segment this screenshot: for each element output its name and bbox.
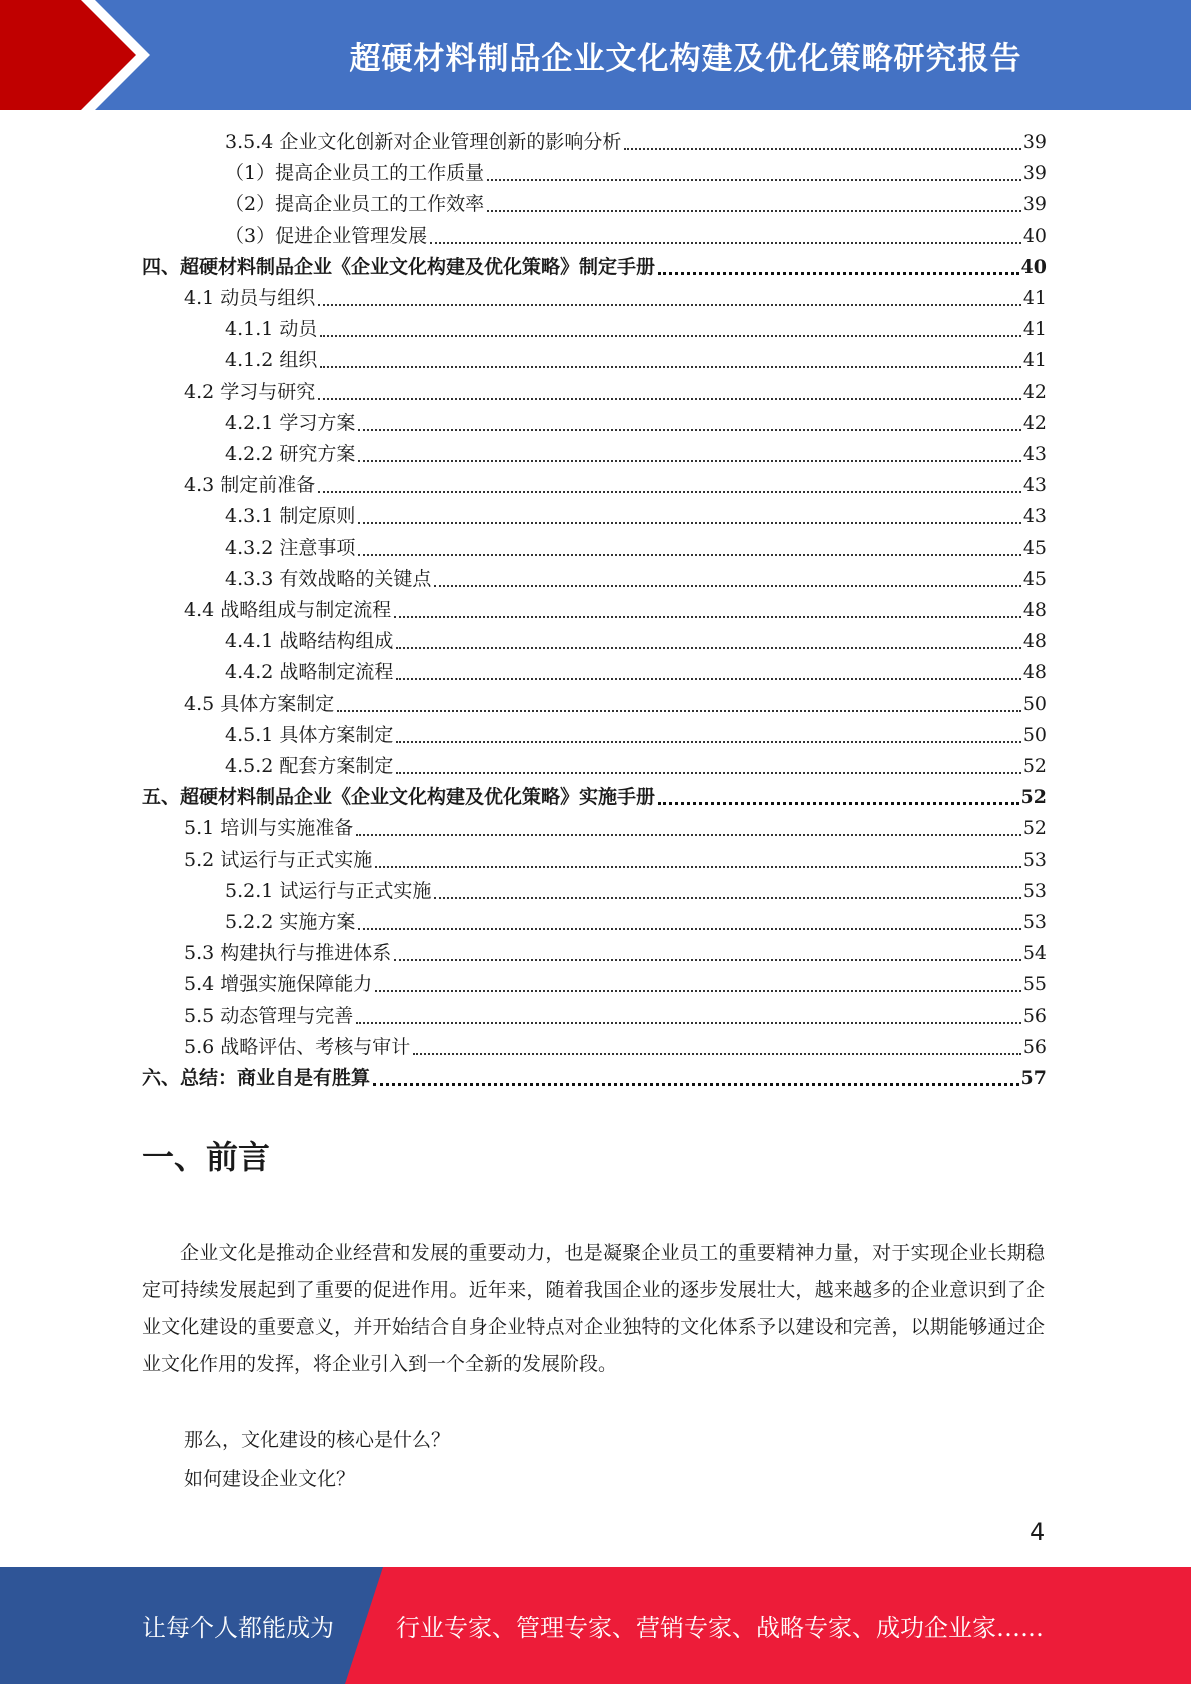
page-number: 4 bbox=[1030, 1518, 1046, 1546]
toc-entry-page: 55 bbox=[1022, 973, 1047, 996]
toc-dot-leader bbox=[487, 210, 1021, 212]
toc-entry-label: 4.2.1 学习方案 bbox=[225, 411, 356, 434]
toc-entry-page: 45 bbox=[1022, 536, 1047, 559]
toc-entry[interactable] bbox=[142, 1063, 1047, 1094]
toc-entry[interactable] bbox=[184, 938, 1047, 969]
toc-entry-page: 45 bbox=[1022, 567, 1047, 590]
toc-entry-label: 3.5.4 企业文化创新对企业管理创新的影响分析 bbox=[225, 131, 622, 153]
toc-entry-page: 52 bbox=[1020, 786, 1047, 809]
toc-entry-label: 5.6 战略评估、考核与审计 bbox=[184, 1035, 411, 1058]
toc-entry-label: 4.1 动员与组织 bbox=[184, 287, 316, 309]
toc-entry-page: 43 bbox=[1022, 505, 1047, 528]
toc-entry-label: 4.3.2 注意事项 bbox=[225, 536, 356, 559]
toc-entry-page: 42 bbox=[1022, 380, 1047, 403]
toc-entry[interactable] bbox=[184, 377, 1047, 408]
toc-entry[interactable] bbox=[225, 876, 1047, 907]
toc-dot-leader bbox=[320, 335, 1020, 337]
toc-entry-page: 43 bbox=[1022, 474, 1047, 497]
toc-entry-page: 54 bbox=[1022, 942, 1047, 965]
toc-entry[interactable] bbox=[225, 907, 1047, 938]
toc-dot-leader bbox=[434, 897, 1020, 899]
toc-entry-page: 40 bbox=[1022, 224, 1047, 247]
toc-entry-page: 39 bbox=[1022, 193, 1047, 216]
toc-entry[interactable] bbox=[225, 626, 1047, 657]
toc-entry-label: 4.2.2 研究方案 bbox=[225, 443, 356, 465]
toc-entry-label: 4.3 制定前准备 bbox=[184, 474, 316, 497]
toc-dot-leader bbox=[358, 460, 1020, 462]
toc-dot-leader bbox=[375, 866, 1021, 868]
toc-dot-leader bbox=[318, 304, 1021, 306]
toc-entry-page: 41 bbox=[1022, 287, 1047, 309]
toc-entry-page: 50 bbox=[1022, 723, 1047, 746]
toc-entry[interactable] bbox=[225, 408, 1047, 439]
toc-entry-page: 56 bbox=[1022, 1004, 1047, 1027]
toc-entry[interactable] bbox=[225, 657, 1047, 688]
toc-entry[interactable] bbox=[184, 813, 1047, 844]
toc-dot-leader bbox=[396, 772, 1020, 774]
toc-entry-page: 41 bbox=[1022, 349, 1047, 372]
toc-entry-label: 4.4 战略组成与制定流程 bbox=[184, 599, 392, 621]
toc-dot-leader bbox=[658, 272, 1019, 275]
toc-dot-leader bbox=[337, 710, 1021, 712]
toc-entry-label: 4.4.1 战略结构组成 bbox=[225, 630, 394, 653]
toc-dot-leader bbox=[487, 179, 1021, 181]
toc-entry-label: （3）促进企业管理发展 bbox=[225, 224, 428, 247]
toc-entry-label: 5.4 增强实施保障能力 bbox=[184, 973, 373, 996]
toc-entry-label: 5.2 试运行与正式实施 bbox=[184, 848, 373, 871]
toc-dot-leader bbox=[358, 429, 1020, 431]
toc-entry-label: 5.5 动态管理与完善 bbox=[184, 1004, 354, 1027]
toc-entry[interactable] bbox=[142, 782, 1047, 813]
toc-entry-label: 4.1.1 动员 bbox=[225, 318, 318, 341]
toc-entry-page: 56 bbox=[1022, 1035, 1047, 1058]
toc-entry-label: 4.2 学习与研究 bbox=[184, 380, 316, 403]
toc-dot-leader bbox=[356, 1022, 1021, 1024]
toc-entry[interactable] bbox=[225, 314, 1047, 345]
toc-entry[interactable] bbox=[225, 189, 1047, 220]
toc-entry[interactable] bbox=[142, 252, 1047, 283]
toc-entry[interactable] bbox=[184, 969, 1047, 1000]
toc-dot-leader bbox=[434, 585, 1020, 587]
question-line: 那么，文化建设的核心是什么？ bbox=[184, 1429, 451, 1451]
toc-entry[interactable] bbox=[225, 564, 1047, 595]
toc-entry[interactable] bbox=[225, 720, 1047, 751]
toc-entry-page: 40 bbox=[1020, 255, 1047, 278]
toc-entry-page: 42 bbox=[1022, 411, 1047, 434]
toc-entry-label: 五、超硬材料制品企业《企业文化构建及优化策略》实施手册 bbox=[142, 786, 656, 809]
toc-dot-leader bbox=[658, 802, 1019, 805]
toc-entry-label: 5.2.1 试运行与正式实施 bbox=[225, 879, 432, 902]
toc-dot-leader bbox=[394, 959, 1021, 961]
toc-entry-page: 53 bbox=[1022, 848, 1047, 871]
toc-entry-label: （2）提高企业员工的工作效率 bbox=[225, 193, 485, 216]
toc-dot-leader bbox=[396, 741, 1020, 743]
toc-entry-label: 4.5 具体方案制定 bbox=[184, 692, 335, 715]
page-header-band bbox=[0, 0, 1191, 110]
toc-entry-label: （1）提高企业员工的工作质量 bbox=[225, 162, 485, 185]
toc-entry-page: 43 bbox=[1022, 443, 1047, 465]
toc-entry[interactable] bbox=[225, 221, 1047, 252]
toc-dot-leader bbox=[358, 522, 1020, 524]
toc-entry[interactable] bbox=[225, 439, 1047, 470]
toc-entry[interactable] bbox=[184, 1001, 1047, 1032]
toc-entry-page: 53 bbox=[1022, 911, 1047, 933]
toc-dot-leader bbox=[356, 834, 1021, 836]
toc-dot-leader bbox=[358, 554, 1020, 556]
toc-entry-label: 4.3.1 制定原则 bbox=[225, 505, 356, 528]
toc-entry[interactable] bbox=[225, 751, 1047, 782]
toc-entry-label: 4.3.3 有效战略的关键点 bbox=[225, 567, 432, 590]
toc-dot-leader bbox=[624, 148, 1020, 150]
toc-dot-leader bbox=[358, 928, 1020, 930]
section-heading: 一、前言 bbox=[142, 1138, 271, 1176]
toc-entry-label: 六、总结：商业自是有胜算 bbox=[142, 1067, 371, 1089]
toc-entry[interactable] bbox=[184, 283, 1047, 314]
toc-entry-page: 41 bbox=[1022, 318, 1047, 341]
header-chevron-icon bbox=[0, 0, 136, 110]
toc-entry[interactable] bbox=[184, 845, 1047, 876]
toc-entry[interactable] bbox=[184, 689, 1047, 720]
toc-entry-label: 4.1.2 组织 bbox=[225, 349, 318, 372]
toc-entry[interactable] bbox=[184, 595, 1047, 626]
toc-entry-page: 52 bbox=[1022, 817, 1047, 840]
report-title: 超硬材料制品企业文化构建及优化策略研究报告 bbox=[349, 40, 1022, 77]
toc-dot-leader bbox=[396, 678, 1020, 680]
footer-slogan: 让每个人都能成为 bbox=[142, 1614, 334, 1642]
toc-dot-leader bbox=[430, 242, 1021, 244]
toc-entry-label: 4.4.2 战略制定流程 bbox=[225, 661, 394, 684]
toc-dot-leader bbox=[394, 616, 1021, 618]
question-line: 如何建设企业文化？ bbox=[184, 1468, 356, 1490]
toc-dot-leader bbox=[318, 491, 1021, 493]
toc-entry-page: 39 bbox=[1022, 131, 1047, 153]
toc-entry-page: 57 bbox=[1020, 1067, 1047, 1089]
toc-entry-page: 53 bbox=[1022, 879, 1047, 902]
intro-paragraph: 企业文化是推动企业经营和发展的重要动力，也是凝聚企业员工的重要精神力量，对于实现企业长期稳定可持续发展起到了重要的促进作用。近年来，随着我国企业的逐步发展壮大，越来越多的企业意识到了企业文化建设的重要意义，并开始结合自身企业特点对企业独特的文化体系予以建设和完善，以期能够通过企业文化作用的发挥，将企业引入到一个全新的发展阶段。 bbox=[142, 1242, 1045, 1375]
footer-professions: 行业专家、管理专家、营销专家、战略专家、成功企业家…… bbox=[396, 1614, 1044, 1642]
toc-entry[interactable] bbox=[225, 158, 1047, 189]
toc-entry-page: 48 bbox=[1022, 630, 1047, 653]
toc-entry[interactable] bbox=[184, 470, 1047, 501]
toc-dot-leader bbox=[413, 1053, 1021, 1055]
toc-dot-leader bbox=[320, 366, 1020, 368]
toc-entry[interactable] bbox=[184, 1032, 1047, 1063]
toc-entry-label: 4.5.2 配套方案制定 bbox=[225, 755, 394, 777]
toc-dot-leader bbox=[318, 398, 1021, 400]
toc-dot-leader bbox=[396, 647, 1020, 649]
toc-entry-label: 4.5.1 具体方案制定 bbox=[225, 723, 394, 746]
toc-entry[interactable] bbox=[225, 127, 1047, 158]
toc-entry-page: 39 bbox=[1022, 162, 1047, 185]
page-footer-band bbox=[0, 1567, 1191, 1684]
toc-entry-label: 5.3 构建执行与推进体系 bbox=[184, 942, 392, 965]
toc-entry-label: 5.2.2 实施方案 bbox=[225, 911, 356, 933]
toc-entry-label: 四、超硬材料制品企业《企业文化构建及优化策略》制定手册 bbox=[142, 255, 656, 278]
toc-entry-page: 52 bbox=[1022, 755, 1047, 777]
toc-entry[interactable] bbox=[225, 345, 1047, 376]
toc-entry[interactable] bbox=[225, 533, 1047, 564]
toc-entry-page: 48 bbox=[1022, 599, 1047, 621]
toc-entry[interactable] bbox=[225, 501, 1047, 532]
toc-dot-leader bbox=[375, 990, 1021, 992]
toc-entry-page: 50 bbox=[1022, 692, 1047, 715]
toc-dot-leader bbox=[373, 1083, 1019, 1086]
toc-entry-page: 48 bbox=[1022, 661, 1047, 684]
toc-entry-label: 5.1 培训与实施准备 bbox=[184, 817, 354, 840]
